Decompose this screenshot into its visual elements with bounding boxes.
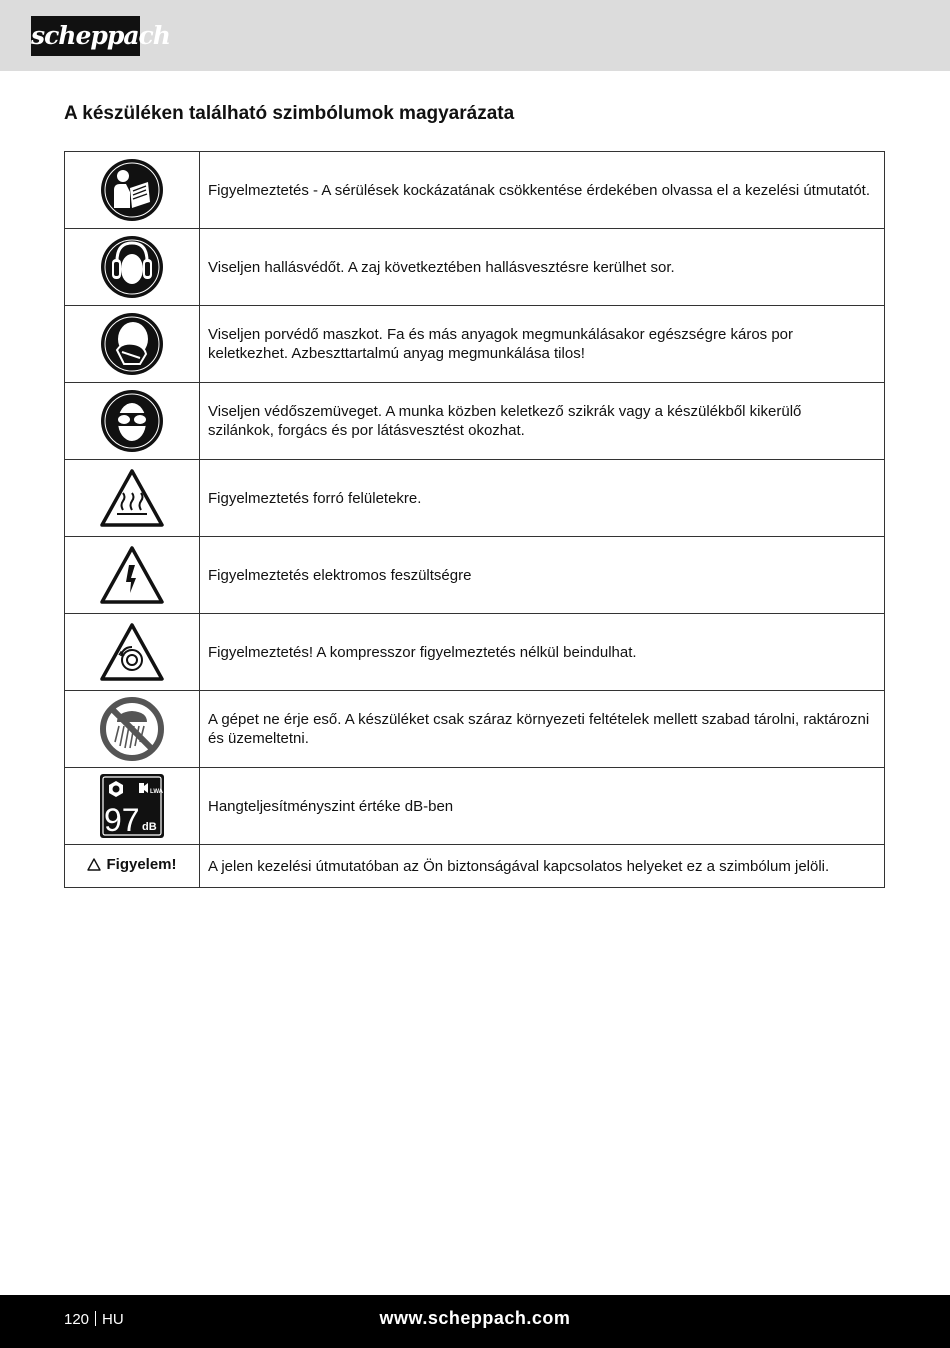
row-description: Viseljen védőszemüveget. A munka közben keletkező szikrák vagy a készülékből kikerülő szilánkok, forgács és por látásvesztést okozhat.: [200, 383, 885, 460]
table-row: [65, 537, 885, 614]
safety-goggles-icon: [100, 389, 164, 453]
read-manual-icon: [100, 158, 164, 222]
table-row: [65, 383, 885, 460]
symbols-table: [64, 151, 885, 888]
hearing-protection-icon: [100, 235, 164, 299]
page-title: A készüléken található szimbólumok magyarázata: [64, 103, 515, 124]
website-link[interactable]: www.scheppach.com: [379, 1308, 571, 1328]
table-row: [65, 691, 885, 768]
warning-triangle-icon: [87, 858, 101, 871]
hot-surface-warning-icon: [99, 468, 165, 528]
row-description: A gépet ne érje eső. A készüléket csak száraz környezeti feltételek mellett szabad tárolni, raktározni és üzemeltetni.: [200, 691, 885, 768]
page-language: HU: [102, 1311, 124, 1328]
row-description: Figyelmeztetés! A kompresszor figyelmeztetés nélkül beindulhat.: [200, 614, 885, 691]
sound-level-unit: dB: [142, 821, 157, 833]
no-rain-icon: [99, 696, 165, 762]
row-description: A jelen kezelési útmutatóban az Ön biztonságával kapcsolatos helyeket ez a szimbólum jelöli.: [200, 845, 885, 888]
scheppach-logo: scheppach: [31, 16, 140, 56]
attention-label-text: Figyelem!: [106, 856, 177, 873]
sound-power-level-icon: [99, 773, 165, 839]
electric-voltage-warning-icon: [99, 545, 165, 605]
dust-mask-icon: [100, 312, 164, 376]
table-row: [65, 152, 885, 229]
page-number-value: 120: [64, 1311, 90, 1328]
row-description: Figyelmeztetés forró felületekre.: [200, 460, 885, 537]
row-description: Figyelmeztetés elektromos feszültségre: [200, 537, 885, 614]
row-description: Viseljen hallásvédőt. A zaj következtében hallásvesztésre kerülhet sor.: [200, 229, 885, 306]
sound-level-value: 97: [104, 802, 140, 838]
attention-label: [87, 856, 176, 873]
automatic-start-warning-icon: [99, 622, 165, 682]
table-row: [65, 306, 885, 383]
table-row: [65, 614, 885, 691]
lwa-label: LWA: [150, 789, 163, 795]
page-footer: [0, 1295, 950, 1348]
table-row: [65, 229, 885, 306]
row-description: Viseljen porvédő maszkot. Fa és más anyagok megmunkálásakor egészségre káros por keletkezhet. Azbeszttartalmú anyag megmunkálása tilos!: [200, 306, 885, 383]
row-description: Figyelmeztetés - A sérülések kockázatának csökkentése érdekében olvassa el a kezelési útmutatót.: [200, 152, 885, 229]
table-row: [65, 460, 885, 537]
table-row: [65, 768, 885, 845]
table-row: [65, 845, 885, 888]
page-header: [0, 0, 950, 71]
row-description: Hangteljesítményszint értéke dB-ben: [200, 768, 885, 845]
